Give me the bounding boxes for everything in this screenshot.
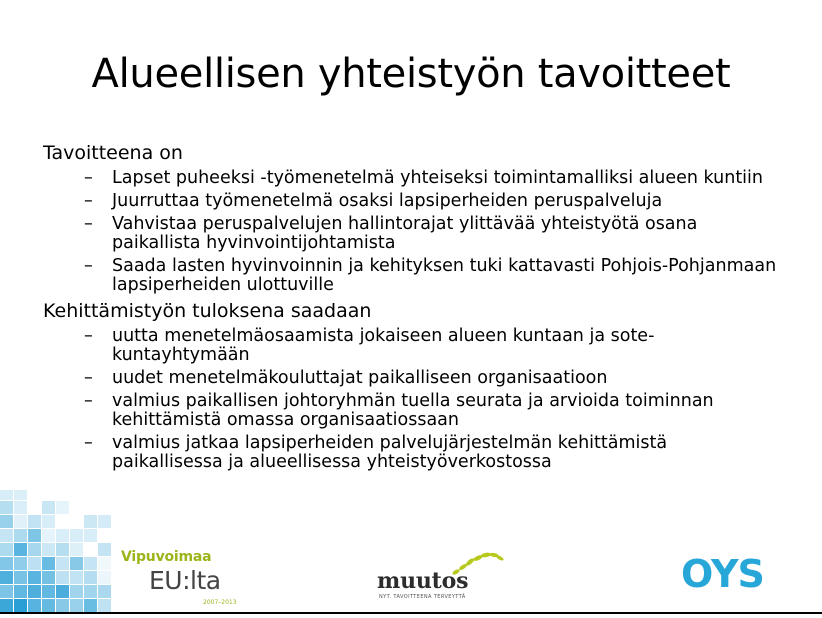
list-item-text: Juurruttaa työmenetelmä osaksi lapsiperheiden peruspalveluja: [112, 191, 663, 211]
mosaic-tile: [84, 571, 97, 584]
decorative-mosaic: [0, 490, 112, 613]
mosaic-tile: [42, 501, 55, 514]
mosaic-tile: [0, 571, 13, 584]
goals-list: [43, 169, 783, 295]
muutos-logo-word: muutos: [377, 568, 469, 594]
mosaic-tile: [0, 529, 13, 542]
oys-logo-word: OYS: [681, 552, 764, 596]
mosaic-tile: [0, 599, 13, 612]
mosaic-tile: [28, 543, 41, 556]
mosaic-tile: [42, 529, 55, 542]
mosaic-tile: [70, 543, 83, 556]
mosaic-tile: [28, 571, 41, 584]
mosaic-tile: [28, 529, 41, 542]
mosaic-tile: [56, 585, 69, 598]
list-item: [43, 392, 783, 430]
section-heading-goals: Tavoitteena on: [43, 142, 183, 164]
list-item-text: Vahvistaa peruspalvelujen hallintorajat ylittävää yhteistyötä osana paikallista hyvinvointijohtamista: [112, 214, 698, 253]
mosaic-tile: [14, 543, 27, 556]
list-item: [43, 169, 783, 188]
mosaic-tile: [84, 599, 97, 612]
mosaic-tile: [70, 557, 83, 570]
mosaic-tile: [56, 571, 69, 584]
mosaic-tile: [98, 599, 111, 612]
list-item: [43, 257, 783, 295]
mosaic-tile: [98, 543, 111, 556]
dash-bullet: –: [84, 256, 93, 276]
mosaic-tile: [42, 571, 55, 584]
mosaic-tile: [0, 543, 13, 556]
mosaic-tile: [98, 585, 111, 598]
list-item-text: uutta menetelmäosaamista jokaiseen alueen kuntaan ja sote-kuntayhtymään: [112, 326, 655, 365]
mosaic-tile: [98, 571, 111, 584]
dash-bullet: –: [84, 214, 93, 234]
mosaic-tile: [42, 599, 55, 612]
mosaic-tile: [28, 557, 41, 570]
dash-bullet: –: [84, 168, 93, 188]
mosaic-tile: [98, 515, 111, 528]
mosaic-tile: [42, 557, 55, 570]
mosaic-tile: [14, 585, 27, 598]
mosaic-tile: [14, 571, 27, 584]
mosaic-tile: [56, 543, 69, 556]
list-item: [43, 192, 783, 211]
mosaic-tile: [70, 599, 83, 612]
footer-divider: [0, 612, 822, 614]
mosaic-tile: [14, 501, 27, 514]
mosaic-tile: [56, 599, 69, 612]
mosaic-tile: [56, 557, 69, 570]
list-item: [43, 327, 783, 365]
mosaic-tile: [14, 490, 27, 500]
vipuvoimaa-logo: [121, 549, 241, 611]
dash-bullet: –: [84, 433, 93, 453]
results-list: [43, 327, 783, 472]
mosaic-tile: [84, 529, 97, 542]
mosaic-tile: [0, 501, 13, 514]
slide-body: [43, 141, 783, 476]
oys-logo: [681, 552, 769, 596]
vipuvoimaa-logo-eu: EU:lta: [149, 566, 221, 595]
list-item: [43, 434, 783, 472]
mosaic-tile: [14, 515, 27, 528]
mosaic-tile: [28, 585, 41, 598]
mosaic-tile: [28, 599, 41, 612]
mosaic-tile: [56, 501, 69, 514]
dash-bullet: –: [84, 326, 93, 346]
mosaic-tile: [84, 515, 97, 528]
list-item-text: Saada lasten hyvinvoinnin ja kehityksen tuki kattavasti Pohjois-Pohjanmaan lapsiperheiden ulottuville: [112, 256, 777, 295]
list-item-text: Lapset puheeksi -työmenetelmä yhteiseksi toimintamalliksi alueen kuntiin: [112, 168, 763, 188]
mosaic-tile: [42, 515, 55, 528]
mosaic-tile: [0, 515, 13, 528]
mosaic-tile: [14, 599, 27, 612]
mosaic-tile: [84, 585, 97, 598]
mosaic-tile: [0, 557, 13, 570]
mosaic-tile: [98, 557, 111, 570]
list-item: [43, 215, 783, 253]
list-item-text: valmius paikallisen johtoryhmän tuella seurata ja arvioida toiminnan kehittämistä omassa organisaatiossaan: [112, 391, 714, 430]
list-item-text: uudet menetelmäkouluttajat paikalliseen organisaatioon: [112, 368, 608, 388]
mosaic-tile: [0, 490, 13, 500]
mosaic-tile: [42, 585, 55, 598]
mosaic-tile: [84, 557, 97, 570]
list-item: [43, 369, 783, 388]
mosaic-tile: [42, 543, 55, 556]
dash-bullet: –: [84, 368, 93, 388]
mosaic-tile: [14, 557, 27, 570]
slide-title: Alueellisen yhteistyön tavoitteet: [91, 51, 731, 97]
muutos-logo: [366, 550, 506, 610]
vipuvoimaa-logo-years: 2007–2013: [203, 599, 237, 606]
mosaic-tile: [56, 529, 69, 542]
section-heading-results: Kehittämistyön tuloksena saadaan: [43, 300, 372, 322]
mosaic-tile: [70, 571, 83, 584]
vipuvoimaa-logo-word: Vipuvoimaa: [121, 549, 212, 565]
list-item-text: valmius jatkaa lapsiperheiden palvelujärjestelmän kehittämistä paikallisessa ja alueellisessa yhteistyöverkostossa: [112, 433, 668, 472]
dash-bullet: –: [84, 191, 93, 211]
mosaic-tile: [0, 585, 13, 598]
muutos-logo-tagline: NYT. TAVOITTEENA TERVEYTTÄ: [379, 594, 466, 600]
mosaic-tile: [14, 529, 27, 542]
mosaic-tile: [70, 585, 83, 598]
mosaic-tile: [28, 515, 41, 528]
mosaic-tile: [70, 529, 83, 542]
dash-bullet: –: [84, 391, 93, 411]
